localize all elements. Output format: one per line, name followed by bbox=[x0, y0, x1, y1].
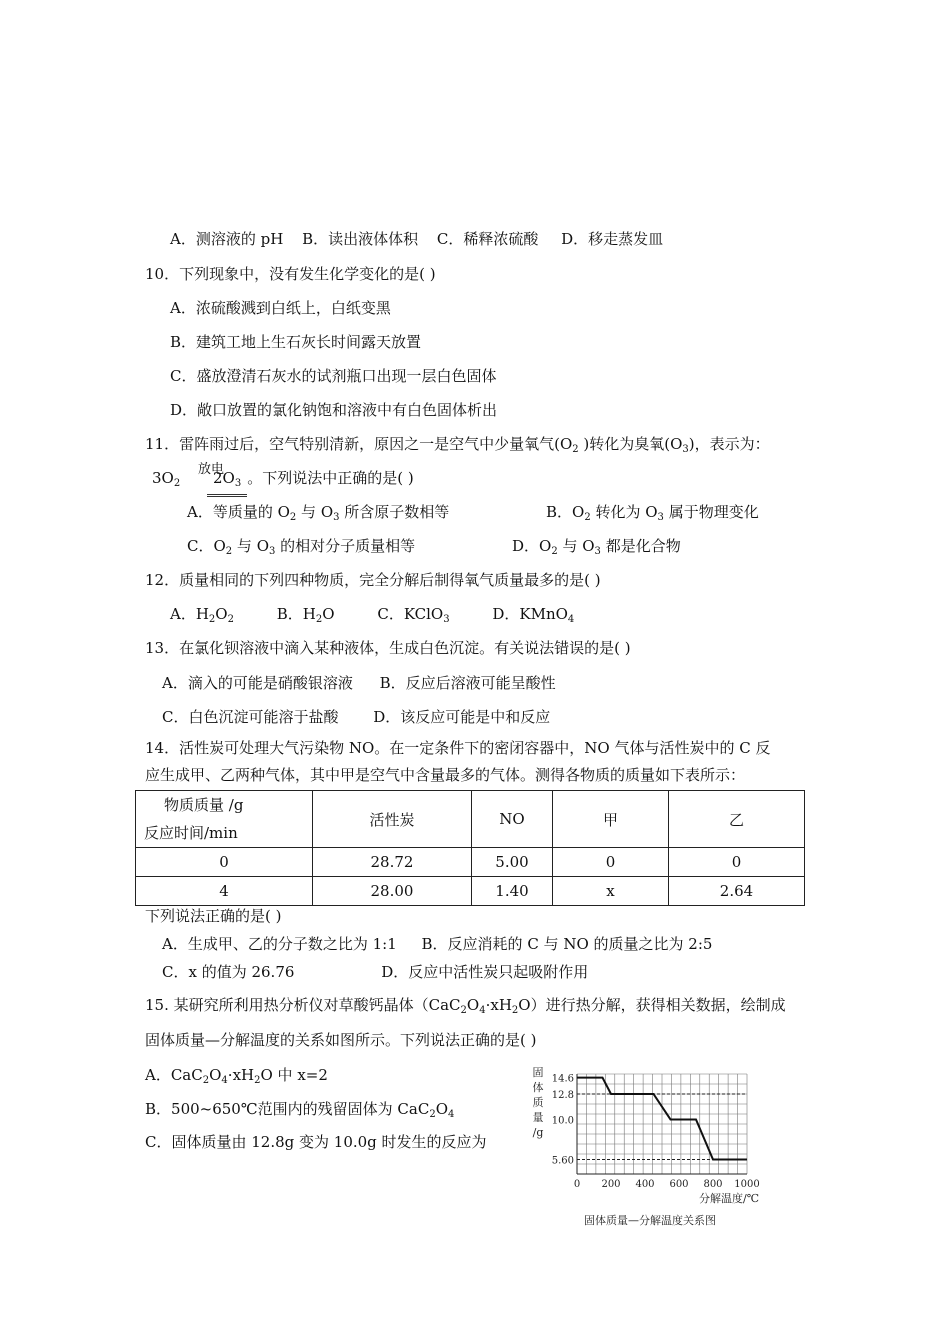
q13-stem: 13．在氯化钡溶液中滴入某种液体，生成白色沉淀。有关说法错误的是( ) bbox=[145, 639, 631, 657]
q12-options bbox=[170, 604, 574, 630]
table-cell: 0 bbox=[136, 848, 313, 877]
q14-option-b: B．反应消耗的 C 与 NO 的质量之比为 2:5 bbox=[421, 935, 713, 953]
q15-stem-line2: 固体质量—分解温度的关系如图所示。下列说法正确的是( ) bbox=[145, 1031, 537, 1049]
table-header: 活性炭 bbox=[313, 791, 472, 848]
table-row bbox=[136, 877, 805, 906]
q9-option-c: C．稀释浓硫酸 bbox=[436, 230, 539, 248]
q10-option-d: D．敞口放置的氯化钠饱和溶液中有白色固体析出 bbox=[170, 401, 498, 419]
q11-option-d: D．$O_2$ 与 $O_3$ 都是化合物 bbox=[512, 537, 681, 557]
y-tick-label: 10.0 bbox=[551, 1115, 574, 1127]
q14-option-c: C．x 的值为 26.76 bbox=[162, 963, 295, 981]
x-tick-label: 800 bbox=[703, 1179, 723, 1190]
q10-option-b: B．建筑工地上生石灰长时间露天放置 bbox=[170, 333, 422, 351]
q12-option-a: A．$H_2O_2$ bbox=[170, 605, 234, 625]
q14-option-a: A．生成甲、乙的分子数之比为 1:1 bbox=[162, 935, 397, 953]
reaction-condition: 放电 bbox=[198, 462, 225, 477]
x-axis-label: 分解温度/℃ bbox=[698, 1192, 759, 1205]
table-row bbox=[136, 848, 805, 877]
x-tick-label: 400 bbox=[635, 1179, 655, 1190]
y-axis-label: /g bbox=[532, 1126, 544, 1139]
q13-option-b: B．反应后溶液可能呈酸性 bbox=[379, 674, 556, 692]
q12-option-d: D．KMnO$_4$ bbox=[492, 605, 575, 625]
q9-option-b: B．读出液体体积 bbox=[302, 230, 419, 248]
y-tick-label: 5.60 bbox=[551, 1155, 574, 1167]
table-cell: 1.40 bbox=[472, 877, 553, 906]
q13-option-d: D．该反应可能是中和反应 bbox=[373, 708, 551, 726]
q11-option-b: B．$O_2$ 转化为 $O_3$ 属于物理变化 bbox=[546, 503, 759, 523]
q13-options-row2 bbox=[162, 707, 550, 727]
table-cell: 28.00 bbox=[313, 877, 472, 906]
q14-stem-line2: 应生成甲、乙两种气体，其中甲是空气中含量最多的气体。测得各物质的质量如下表所示： bbox=[145, 766, 746, 784]
x-tick-label: 1000 bbox=[734, 1179, 760, 1190]
table-cell: 5.00 bbox=[472, 848, 553, 877]
table-header: NO bbox=[472, 791, 553, 848]
table-header: 甲 bbox=[553, 791, 669, 848]
y-axis-label: 量 bbox=[532, 1111, 544, 1124]
q13-option-c: C．白色沉淀可能溶于盐酸 bbox=[162, 708, 339, 726]
y-axis-label: 固 bbox=[532, 1066, 544, 1079]
table-cell: 28.72 bbox=[313, 848, 472, 877]
q9-options bbox=[170, 229, 663, 249]
table-cell: 4 bbox=[136, 877, 313, 906]
q12-option-b: B．$H_2O$ bbox=[276, 605, 335, 625]
q10-option-a: A．浓硫酸溅到白纸上，白纸变黑 bbox=[170, 299, 391, 317]
q15-option-c: C．固体质量由 12.8g 变为 10.0g 时发生的反应为 bbox=[145, 1133, 487, 1151]
table-cell: 0 bbox=[553, 848, 669, 877]
q9-option-d: D．移走蒸发皿 bbox=[561, 230, 664, 248]
q14-stem-line1: 14．活性炭可处理大气污染物 NO。在一定条件下的密闭容器中，NO 气体与活性炭中的 C 反 bbox=[145, 739, 771, 757]
x-tick-label: 0 bbox=[573, 1179, 581, 1190]
table-cell: x bbox=[553, 877, 669, 906]
q12-stem: 12．质量相同的下列四种物质，完全分解后制得氧气质量最多的是( ) bbox=[145, 571, 601, 589]
q12-option-c: C．KClO$_3$ bbox=[377, 605, 450, 625]
table-header: 乙 bbox=[669, 791, 805, 848]
table-cell: 0 bbox=[669, 848, 805, 877]
y-axis-label: 质 bbox=[532, 1096, 544, 1109]
q14-option-d: D．反应中活性炭只起吸附作用 bbox=[381, 963, 589, 981]
q11-option-a: A．等质量的 $O_2$ 与 $O_3$ 所含原子数相等 bbox=[187, 503, 450, 523]
x-tick-label: 600 bbox=[669, 1179, 689, 1190]
x-tick-label: 200 bbox=[601, 1179, 621, 1190]
q15-option-a: A．$CaC_2O_4\cdot xH_2O$ 中 x=2 bbox=[145, 1066, 328, 1086]
y-axis-label: 体 bbox=[532, 1081, 544, 1094]
q14-options-row2 bbox=[162, 962, 588, 982]
q11-stem: 11．雷阵雨过后，空气特别清新，原因之一是空气中少量氧气($O_2$ )转化为臭氧$(O_3)$，表示为： bbox=[145, 435, 770, 455]
table-cell: 2.64 bbox=[669, 877, 805, 906]
y-tick-label: 12.8 bbox=[551, 1090, 574, 1101]
q10-option-c: C．盛放澄清石灰水的试剂瓶口出现一层白色固体 bbox=[170, 367, 497, 385]
q15-stem-line1: 15. 某研究所利用热分析仪对草酸钙晶体$(CaC_2O_4\cdot xH_2O)$进行热分解，获得相关数据，绘制成 bbox=[145, 996, 786, 1016]
q11-equation: $3O_2$ $2O_3$ 。下列说法中正确的是( ) bbox=[152, 468, 414, 497]
table-header-row bbox=[136, 791, 805, 848]
q10-stem: 10．下列现象中，没有发生化学变化的是( ) bbox=[145, 265, 436, 283]
q15-option-b: B．500~650℃范围内的残留固体为 $CaC_2O_4$ bbox=[145, 1100, 455, 1120]
q13-option-a: A．滴入的可能是硝酸银溶液 bbox=[162, 674, 353, 692]
q13-options-row1 bbox=[162, 673, 556, 693]
q9-option-a: A．测溶液的 pH bbox=[170, 230, 284, 248]
mass-temperature-chart bbox=[525, 1062, 775, 1232]
chart-caption: 固体质量—分解温度关系图 bbox=[584, 1214, 716, 1227]
y-tick-label: 14.6 bbox=[551, 1073, 574, 1085]
table-corner-cell: 物质质量 /g 反应时间/min bbox=[136, 791, 313, 848]
q14-options-row1 bbox=[162, 934, 712, 954]
q14-after-table: 下列说法正确的是( ) bbox=[145, 907, 282, 925]
mass-table bbox=[135, 790, 805, 906]
q11-option-c: C．$O_2$ 与 $O_3$ 的相对分子质量相等 bbox=[187, 537, 416, 557]
